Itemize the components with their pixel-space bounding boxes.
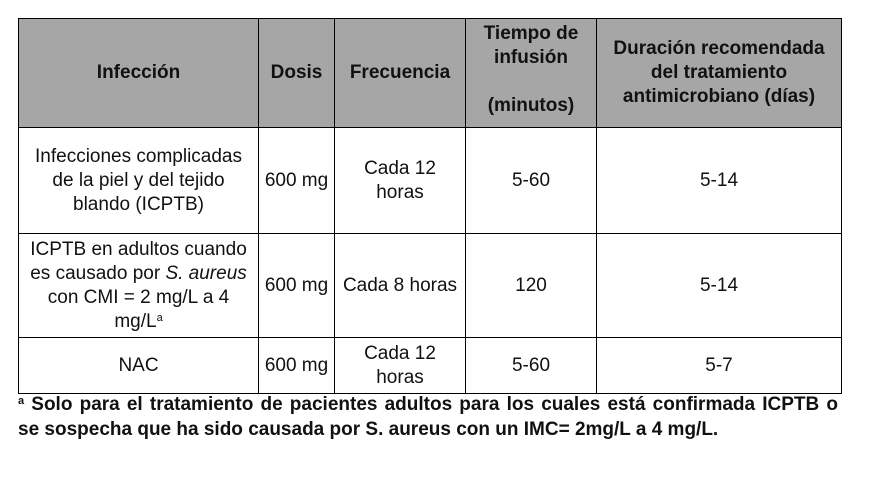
cell-infection: Infecciones complicadas de la piel y del tejido blando (ICPTB) — [19, 128, 259, 234]
cell-frequency: Cada 12 horas — [335, 128, 466, 234]
cell-frequency: Cada 8 horas — [335, 234, 466, 338]
cell-infection — [19, 234, 259, 338]
cell-duration: 5-14 — [597, 128, 842, 234]
table-row — [19, 234, 842, 338]
header-infusion-time — [466, 19, 597, 128]
table-row — [19, 128, 842, 234]
footnote-marker: a — [18, 395, 25, 407]
cell-infusion-time: 120 — [466, 234, 597, 338]
table-row — [19, 338, 842, 394]
header-dose: Dosis — [259, 19, 335, 128]
dosing-table — [18, 18, 842, 394]
infection-text-end: con CMI = 2 mg/L a 4 mg/L — [47, 286, 230, 332]
header-frequency: Frecuencia — [335, 19, 466, 128]
header-duration: Duración recomendada del tratamiento antimicrobiano (días) — [597, 19, 842, 128]
cell-infusion-time: 5-60 — [466, 128, 597, 234]
infection-text-start: ICPTB en adultos cuando es causado por — [30, 238, 247, 284]
cell-infusion-time: 5-60 — [466, 338, 597, 394]
cell-duration: 5-7 — [597, 338, 842, 394]
header-infusion-time-label: Tiempo de infusión — [483, 23, 579, 68]
cell-frequency: Cada 12 horas — [335, 338, 466, 394]
cell-dose: 600 mg — [259, 234, 335, 338]
footnote-marker: a — [156, 311, 163, 324]
cell-dose: 600 mg — [259, 128, 335, 234]
cell-dose: 600 mg — [259, 338, 335, 394]
cell-infection: NAC — [19, 338, 259, 394]
organism-name: S. aureus — [165, 262, 247, 284]
header-infection: Infección — [19, 19, 259, 128]
footnote — [18, 392, 838, 442]
table-header-row — [19, 19, 842, 128]
header-infusion-time-unit: (minutos) — [487, 95, 575, 116]
footnote-text: Solo para el tratamiento de pacientes adultos para los cuales está confirmada ICPTB o se sospecha que ha sido causada por S. aureus con un IMC= 2mg/L a 4 mg/L. — [18, 394, 838, 440]
cell-duration: 5-14 — [597, 234, 842, 338]
